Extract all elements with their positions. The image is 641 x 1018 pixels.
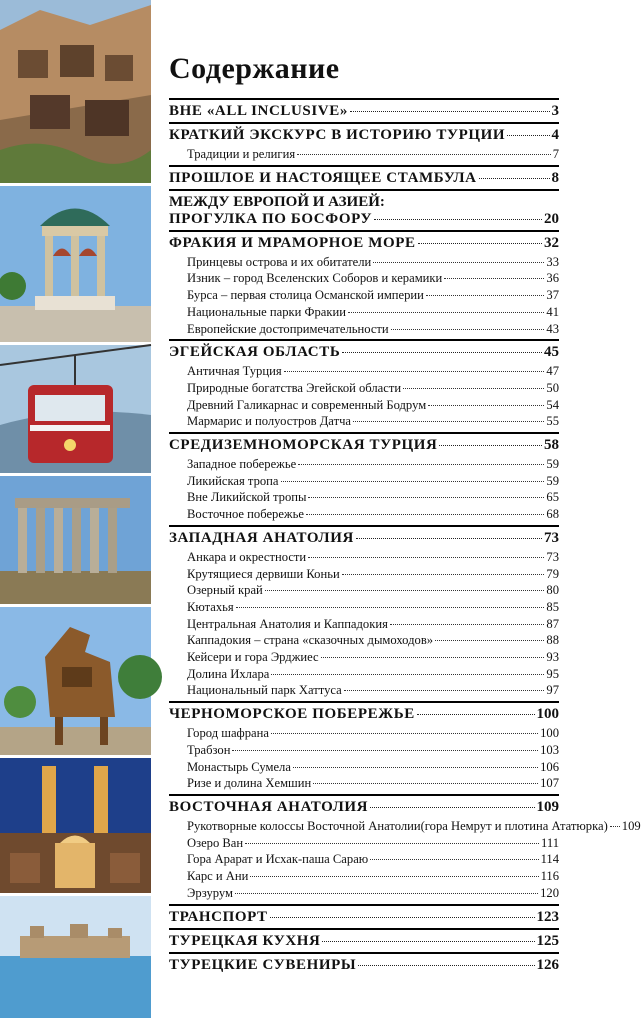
toc-section-heading-page-number: 58 <box>544 437 559 454</box>
toc-subsection-entry-page-number: 68 <box>546 507 559 522</box>
toc-subsection-entry[interactable] <box>187 397 559 414</box>
toc-subsection-entry[interactable] <box>187 304 559 321</box>
toc-section-heading-title: ВОСТОЧНАЯ АНАТОЛИЯ <box>169 798 369 815</box>
toc-section-heading-page-number: 8 <box>551 169 559 186</box>
toc-section-heading-title: ВНЕ «ALL INCLUSIVE» <box>169 103 348 119</box>
toc-subsection-entry[interactable] <box>187 473 559 490</box>
toc-section-heading[interactable] <box>169 344 559 361</box>
toc-section-heading-page-number: 45 <box>544 344 559 361</box>
toc-subsection-entry[interactable] <box>187 287 559 304</box>
toc-subsection-entry-page-number: 59 <box>546 457 559 472</box>
table-of-contents <box>169 52 641 976</box>
toc-section-heading-leader-dots <box>270 917 535 918</box>
photo-cable-car <box>0 345 151 476</box>
photo-sea-fortress <box>0 896 151 1018</box>
toc-subsection-entry-title: Озерный край <box>187 583 263 598</box>
toc-subsection-entry-leader-dots <box>245 843 539 844</box>
toc-subsection-entry[interactable] <box>187 363 559 380</box>
toc-section-heading-leader-dots <box>370 807 534 808</box>
toc-subsection-entry-page-number: 54 <box>546 397 559 412</box>
toc-section-heading-page-number: 126 <box>536 956 559 973</box>
toc-subsection-entry-leader-dots <box>281 481 545 482</box>
toc-subsection-entry[interactable] <box>187 321 559 338</box>
toc-subsection-entry[interactable] <box>187 566 559 583</box>
toc-subsection-entry-leader-dots <box>342 574 545 575</box>
toc-section <box>169 794 641 902</box>
toc-subsection-entry[interactable] <box>187 868 559 885</box>
toc-section-heading[interactable] <box>169 530 559 547</box>
toc-subsection-entry-page-number: 37 <box>546 288 559 303</box>
toc-subsection-entry[interactable] <box>187 725 559 742</box>
toc-section-heading[interactable] <box>169 706 559 723</box>
toc-section-heading-page-number: 20 <box>544 210 559 227</box>
toc-section-heading-page-number: 109 <box>536 798 559 815</box>
toc-subsection-entry[interactable] <box>187 413 559 430</box>
toc-subsection-entry-title: Западное побережье <box>187 457 297 472</box>
toc-subsection-entry[interactable] <box>187 851 559 868</box>
toc-subsection-entry[interactable] <box>187 682 559 699</box>
toc-subsection-entry-page-number: 50 <box>546 380 559 395</box>
toc-section-heading-leader-dots <box>479 178 550 179</box>
photo-rock-tombs <box>0 0 151 186</box>
toc-section <box>169 122 559 163</box>
toc-subsection-entry-title: Природные богатства Эгейской области <box>187 380 402 395</box>
toc-subsection-entry[interactable] <box>187 742 559 759</box>
toc-subsection-entry-page-number: 120 <box>540 885 559 900</box>
toc-subsection-entry-page-number: 36 <box>546 271 559 286</box>
toc-subsection-entry-title: Древний Галикарнас и современный Бодрум <box>187 397 427 412</box>
toc-subsection-entry-leader-dots <box>370 859 538 860</box>
toc-section-heading-title: ФРАКИЯ И МРАМОРНОЕ МОРЕ <box>169 234 416 251</box>
toc-subsection-entry-title: Трабзон <box>187 742 231 757</box>
toc-section-heading-leader-dots <box>342 352 542 353</box>
toc-subsection-entry[interactable] <box>187 818 641 835</box>
toc-section-heading-title: ЧЕРНОМОРСКОЕ ПОБЕРЕЖЬЕ <box>169 706 415 723</box>
toc-section-heading-page-number: 123 <box>536 908 559 925</box>
toc-subsection-entry-leader-dots <box>308 557 544 558</box>
toc-subsection-entry-title: Город шафрана <box>187 726 269 741</box>
toc-subsection-entry-title: Озеро Ван <box>187 835 244 850</box>
toc-subsection-entry-page-number: 73 <box>546 549 559 564</box>
toc-subsection-entry[interactable] <box>187 599 559 616</box>
toc-subsection-entry[interactable] <box>187 456 559 473</box>
toc-subsection-entry-page-number: 33 <box>546 254 559 269</box>
toc-subsection-entry-leader-dots <box>308 497 544 498</box>
toc-section <box>169 432 559 523</box>
toc-subsection-entry-leader-dots <box>265 590 545 591</box>
toc-section-heading-leader-dots <box>418 243 542 244</box>
toc-subsection-entry-leader-dots <box>428 405 544 406</box>
photo-strip <box>0 0 151 1000</box>
toc-subsection-entry-leader-dots <box>236 607 545 608</box>
toc-subsection-entry-leader-dots <box>306 514 544 515</box>
toc-subsection-entry[interactable] <box>187 380 559 397</box>
toc-section <box>169 928 559 950</box>
toc-subsection-entry-title: Европейские достопримечательности <box>187 321 389 336</box>
toc-subsection-entry-page-number: 7 <box>552 147 559 161</box>
toc-section-heading-title: ПРОГУЛКА ПО БОСФОРУ <box>169 210 373 227</box>
toc-subsection-entry-page-number: 100 <box>540 726 559 741</box>
toc-subsection-entry-page-number: 116 <box>540 869 559 884</box>
toc-section <box>169 904 559 926</box>
toc-subsection-entry-title: Изник – город Вселенских Соборов и керамики <box>187 271 443 286</box>
toc-sections <box>169 98 641 974</box>
toc-subsection-entry[interactable] <box>187 775 559 792</box>
toc-subsection-entry-page-number: 85 <box>546 599 559 614</box>
toc-subsection-entry-page-number: 93 <box>546 650 559 665</box>
toc-subsection-entry-leader-dots <box>235 893 538 894</box>
toc-subsection-entry-title: Бурса – первая столица Османской империи <box>187 288 424 303</box>
toc-subsection-entry-leader-dots <box>271 733 538 734</box>
toc-subsection-entry-page-number: 79 <box>546 566 559 581</box>
toc-subsection-entry-page-number: 55 <box>546 414 559 429</box>
toc-section <box>169 525 559 699</box>
toc-subsection-entry[interactable] <box>187 489 559 506</box>
toc-subsection-entry-leader-dots <box>390 624 545 625</box>
toc-subsection-entry[interactable] <box>187 582 559 599</box>
toc-subsection-entry-title: Карс и Ани <box>187 869 249 884</box>
toc-subsection-entry-title: Центральная Анатолия и Каппадокия <box>187 616 388 631</box>
toc-subsection-entry-leader-dots <box>444 278 544 279</box>
toc-subsection-entry-leader-dots <box>313 783 538 784</box>
toc-subsection-list <box>169 549 559 699</box>
toc-subsection-entry-title: Вне Ликийской тропы <box>187 490 307 505</box>
toc-subsection-entry[interactable] <box>187 254 559 271</box>
toc-subsection-entry[interactable] <box>187 649 559 666</box>
toc-section-heading-leader-dots <box>350 111 550 112</box>
toc-section-heading-title: СРЕДИЗЕМНОМОРСКАЯ ТУРЦИЯ <box>169 437 438 454</box>
toc-subsection-entry-title: Гора Арарат и Исхак-паша Сараю <box>187 852 369 867</box>
toc-section-heading-leader-dots <box>374 219 542 220</box>
toc-section-heading-leader-dots <box>358 965 534 966</box>
toc-subsection-list <box>169 363 559 430</box>
toc-subsection-entry-page-number: 109 <box>621 818 641 833</box>
toc-subsection-entry[interactable] <box>187 146 559 163</box>
toc-section <box>169 189 559 228</box>
toc-subsection-entry[interactable] <box>187 549 559 566</box>
toc-subsection-entry-title: Национальные парки Фракии <box>187 304 346 319</box>
toc-subsection-list <box>169 456 559 523</box>
toc-subsection-list <box>169 146 559 163</box>
toc-subsection-entry-page-number: 43 <box>546 321 559 336</box>
toc-subsection-entry-leader-dots <box>297 154 551 155</box>
toc-subsection-entry[interactable] <box>187 759 559 776</box>
toc-section-heading[interactable] <box>169 127 559 144</box>
toc-subsection-entry-leader-dots <box>232 750 538 751</box>
toc-subsection-entry-page-number: 97 <box>546 683 559 698</box>
toc-subsection-entry-title: Кейсери и гора Эрджиес <box>187 650 319 665</box>
toc-section-heading[interactable] <box>169 933 559 950</box>
toc-section-heading-leader-dots <box>439 445 542 446</box>
toc-subsection-entry-page-number: 41 <box>546 304 559 319</box>
toc-section-heading[interactable] <box>169 957 559 974</box>
toc-subsection-entry-leader-dots <box>298 464 544 465</box>
toc-subsection-entry-page-number: 47 <box>546 364 559 379</box>
toc-subsection-entry-leader-dots <box>271 674 544 675</box>
toc-section <box>169 952 559 974</box>
photo-ancient-temple <box>0 476 151 607</box>
toc-section-heading-title: ТУРЕЦКАЯ КУХНЯ <box>169 932 321 949</box>
toc-section-heading-leader-dots <box>507 135 549 136</box>
toc-section-heading-title: ТУРЕЦКИЕ СУВЕНИРЫ <box>169 956 357 973</box>
toc-subsection-entry-title: Долина Ихлара <box>187 666 270 681</box>
toc-subsection-entry-leader-dots <box>435 640 544 641</box>
toc-subsection-entry[interactable] <box>187 616 559 633</box>
toc-subsection-entry-leader-dots <box>610 826 620 827</box>
toc-subsection-entry-leader-dots <box>344 690 545 691</box>
toc-section-heading[interactable] <box>169 103 559 120</box>
toc-section <box>169 98 559 120</box>
toc-subsection-list <box>169 254 559 338</box>
toc-subsection-entry-leader-dots <box>373 262 544 263</box>
toc-section-heading[interactable] <box>169 194 559 228</box>
toc-section-heading-title: КРАТКИЙ ЭКСКУРС В ИСТОРИЮ ТУРЦИИ <box>169 127 506 143</box>
toc-subsection-entry-title-line1: Рукотворные колоссы Восточной Анатолии <box>187 818 421 833</box>
toc-section-heading-page-number: 32 <box>544 234 559 251</box>
toc-section-heading-page-number: 100 <box>536 706 559 723</box>
toc-subsection-entry-page-number: 111 <box>541 835 559 850</box>
toc-section <box>169 165 559 187</box>
toc-subsection-entry-page-number: 80 <box>546 583 559 598</box>
toc-subsection-entry-title: Ризе и долина Хемшин <box>187 776 312 791</box>
toc-subsection-entry-page-number: 87 <box>546 616 559 631</box>
toc-subsection-entry-leader-dots <box>293 767 538 768</box>
toc-subsection-entry-title: Крутящиеся дервиши Коньи <box>187 566 340 581</box>
toc-subsection-entry[interactable] <box>187 835 559 852</box>
toc-subsection-entry-title: Принцевы острова и их обитатели <box>187 254 372 269</box>
toc-section-heading-title: ПРОШЛОЕ И НАСТОЯЩЕЕ СТАМБУЛА <box>169 169 477 186</box>
toc-section-heading-leader-dots <box>356 538 542 539</box>
toc-section-heading-page-number: 125 <box>536 932 559 949</box>
toc-subsection-entry-title: Анкара и окрестности <box>187 549 307 564</box>
toc-section-heading-title: ЭГЕЙСКАЯ ОБЛАСТЬ <box>169 344 341 361</box>
toc-section-heading-title: ЗАПАДНАЯ АНАТОЛИЯ <box>169 529 354 546</box>
toc-subsection-entry-title: Монастырь Сумела <box>187 759 291 774</box>
toc-subsection-entry-leader-dots <box>353 421 544 422</box>
toc-subsection-entry-title: Традиции и религия <box>187 147 296 161</box>
toc-subsection-entry-title: Мармарис и полуостров Датча <box>187 414 351 429</box>
toc-subsection-entry-page-number: 107 <box>540 776 559 791</box>
toc-subsection-entry-title: Кютахья <box>187 599 234 614</box>
toc-subsection-entry-leader-dots <box>348 312 544 313</box>
toc-section-heading[interactable] <box>169 437 559 454</box>
page-title: Содержание <box>169 52 340 85</box>
toc-section-heading[interactable] <box>169 235 559 252</box>
toc-section-heading-title: ТРАНСПОРТ <box>169 908 268 925</box>
toc-subsection-entry-title: Эрзурум <box>187 885 234 900</box>
toc-section-heading-leader-dots <box>417 714 535 715</box>
toc-section <box>169 701 559 792</box>
toc-subsection-entry-title: Античная Турция <box>187 364 282 379</box>
toc-subsection-list <box>169 818 641 902</box>
toc-subsection-entry[interactable] <box>187 632 559 649</box>
toc-section-heading-page-number: 4 <box>551 127 559 143</box>
toc-section-heading-page-number: 3 <box>551 103 559 119</box>
toc-subsection-entry[interactable] <box>187 506 559 523</box>
toc-subsection-entry-title: Восточное побережье <box>187 507 304 522</box>
toc-section <box>169 230 559 338</box>
toc-section-heading-page-number: 73 <box>544 529 559 546</box>
toc-section-heading[interactable] <box>169 170 559 187</box>
toc-subsection-entry-title: Ликийская тропа <box>187 473 279 488</box>
toc-subsection-entry-page-number: 95 <box>546 666 559 681</box>
toc-section-heading[interactable] <box>169 909 559 926</box>
toc-subsection-entry-title: Каппадокия – страна «сказочных дымоходов» <box>187 633 434 648</box>
toc-subsection-entry-leader-dots <box>321 657 545 658</box>
photo-trojan-horse <box>0 607 151 758</box>
toc-subsection-entry-leader-dots <box>403 388 544 389</box>
toc-subsection-entry-page-number: 103 <box>540 742 559 757</box>
toc-subsection-entry-title: (гора Немрут и плотина Ататюрка) <box>420 818 608 833</box>
toc-section-heading-title-line1: МЕЖДУ ЕВРОПОЙ И АЗИЕЙ: <box>169 193 385 210</box>
toc-section <box>169 339 559 430</box>
toc-subsection-entry-page-number: 114 <box>540 852 559 867</box>
toc-section-heading[interactable] <box>169 799 559 816</box>
toc-subsection-entry-page-number: 59 <box>546 473 559 488</box>
toc-subsection-entry-leader-dots <box>284 371 545 372</box>
toc-subsection-entry[interactable] <box>187 885 559 902</box>
photo-german-fountain <box>0 186 151 345</box>
toc-subsection-entry-page-number: 65 <box>546 490 559 505</box>
toc-subsection-entry[interactable] <box>187 270 559 287</box>
toc-subsection-entry-leader-dots <box>391 329 545 330</box>
toc-subsection-entry-leader-dots <box>426 295 545 296</box>
toc-subsection-entry-page-number: 106 <box>540 759 559 774</box>
toc-subsection-entry-leader-dots <box>250 876 538 877</box>
toc-subsection-entry[interactable] <box>187 666 559 683</box>
toc-subsection-list <box>169 725 559 792</box>
toc-section-heading-leader-dots <box>322 941 534 942</box>
toc-subsection-entry-title: Национальный парк Хаттуса <box>187 683 342 698</box>
photo-twin-minarets <box>0 758 151 896</box>
toc-subsection-entry-page-number: 88 <box>546 633 559 648</box>
